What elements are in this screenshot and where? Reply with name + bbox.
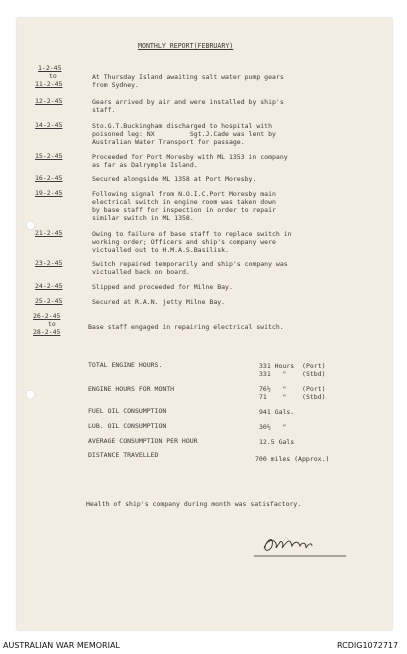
stat-label: TOTAL ENGINE HOURS. bbox=[88, 361, 163, 369]
entry-text: by base staff for inspection in order to repair bbox=[92, 206, 276, 214]
entry-text: working order; Officers and ship's company were bbox=[92, 238, 276, 246]
entry-text: Switch repaired temporarily and ship's company was bbox=[92, 260, 288, 268]
punch-hole-bottom bbox=[26, 390, 35, 399]
entry-text: Slipped and proceeded for Milne Bay. bbox=[92, 283, 233, 291]
entry-text: Gears arrived by air and were installed by ship's bbox=[92, 98, 284, 106]
entry-date: 26-2-45 bbox=[33, 312, 61, 320]
signature bbox=[250, 532, 350, 560]
entry-text: similar switch in ML 1358. bbox=[92, 214, 194, 222]
entry-text: Secured at R.A.N. jetty Milne Bay. bbox=[92, 298, 226, 306]
stat-label: AVERAGE CONSUMPTION PER HOUR bbox=[88, 437, 198, 445]
entry-date: 1-2-45 bbox=[38, 64, 62, 72]
entry-date: 11-2-45 bbox=[35, 80, 63, 88]
entry-text: Australian Water Transport for passage. bbox=[92, 138, 245, 146]
entry-date: 15-2-45 bbox=[35, 152, 63, 160]
stat-label: ENGINE HOURS FOR MONTH bbox=[88, 385, 175, 393]
entry-date: 12-2-45 bbox=[35, 97, 63, 105]
entry-date: 24-2-45 bbox=[35, 282, 63, 290]
footer-source: AUSTRALIAN WAR MEMORIAL bbox=[3, 641, 120, 650]
entry-text: victualled back on board. bbox=[92, 268, 190, 276]
punch-hole-top bbox=[26, 221, 35, 230]
entry-text: Following signal from N.O.I.C.Port Moresby main bbox=[92, 190, 276, 198]
stat-value: 941 Gals. bbox=[259, 408, 295, 416]
entry-date-to: to bbox=[49, 72, 57, 80]
stat-value: 12.5 Gals bbox=[259, 438, 295, 446]
stat-value: 30½ " bbox=[259, 423, 287, 431]
entry-text: from Sydney. bbox=[92, 81, 139, 89]
entry-text: Secured alongside ML 1358 at Port Moresby. bbox=[92, 175, 257, 183]
entry-date: 25-2-45 bbox=[35, 297, 63, 305]
entry-date: 23-2-45 bbox=[35, 259, 63, 267]
entry-date: 19-2-45 bbox=[35, 189, 63, 197]
stat-value: 76½ " (Port) bbox=[259, 385, 326, 393]
stat-value: 331 " (Stbd) bbox=[259, 370, 326, 378]
entry-text: Base staff engaged in repairing electrical switch. bbox=[88, 323, 284, 331]
entry-text: as far as Dalrymple Island. bbox=[92, 161, 198, 169]
footer-id: RCDIG1072717 bbox=[337, 641, 399, 650]
entry-text: electrical switch in engine room was taken down bbox=[92, 198, 276, 206]
entry-date-to: to bbox=[48, 320, 56, 328]
entry-text: Sto.G.T.Buckingham discharged to hospital with bbox=[92, 122, 273, 130]
stat-label: FUEL OIL CONSUMPTION bbox=[88, 407, 167, 415]
entry-text: Proceeded for Port Moresby with ML 1353 in company bbox=[92, 153, 288, 161]
stat-value: 700 miles (Approx.) bbox=[255, 455, 330, 463]
stat-value: 331 Hours (Port) bbox=[259, 362, 326, 370]
report-title: MONTHLY REPORT(FEBRUARY) bbox=[138, 42, 234, 50]
entry-text: victualled out to H.M.A.S.Basilisk. bbox=[92, 246, 229, 254]
entry-date: 28-2-45 bbox=[33, 328, 61, 336]
health-statement: Health of ship's company during month was satisfactory. bbox=[86, 500, 302, 508]
entry-text: At Thursday Island awaiting salt water pump gears bbox=[92, 73, 284, 81]
entry-date: 16-2-45 bbox=[35, 174, 63, 182]
entry-text: Owing to failure of base staff to replace switch in bbox=[92, 230, 292, 238]
stat-value: 71 " (Stbd) bbox=[259, 393, 326, 401]
entry-text: staff. bbox=[92, 106, 116, 114]
entry-text: poisoned leg: NX Sgt.J.Cade was lent by bbox=[92, 130, 276, 138]
entry-date: 14-2-45 bbox=[35, 121, 63, 129]
stat-label: LUB. OIL CONSUMPTION bbox=[88, 422, 167, 430]
entry-date: 21-2-45 bbox=[35, 229, 63, 237]
stat-label: DISTANCE TRAVELLED bbox=[88, 451, 159, 459]
